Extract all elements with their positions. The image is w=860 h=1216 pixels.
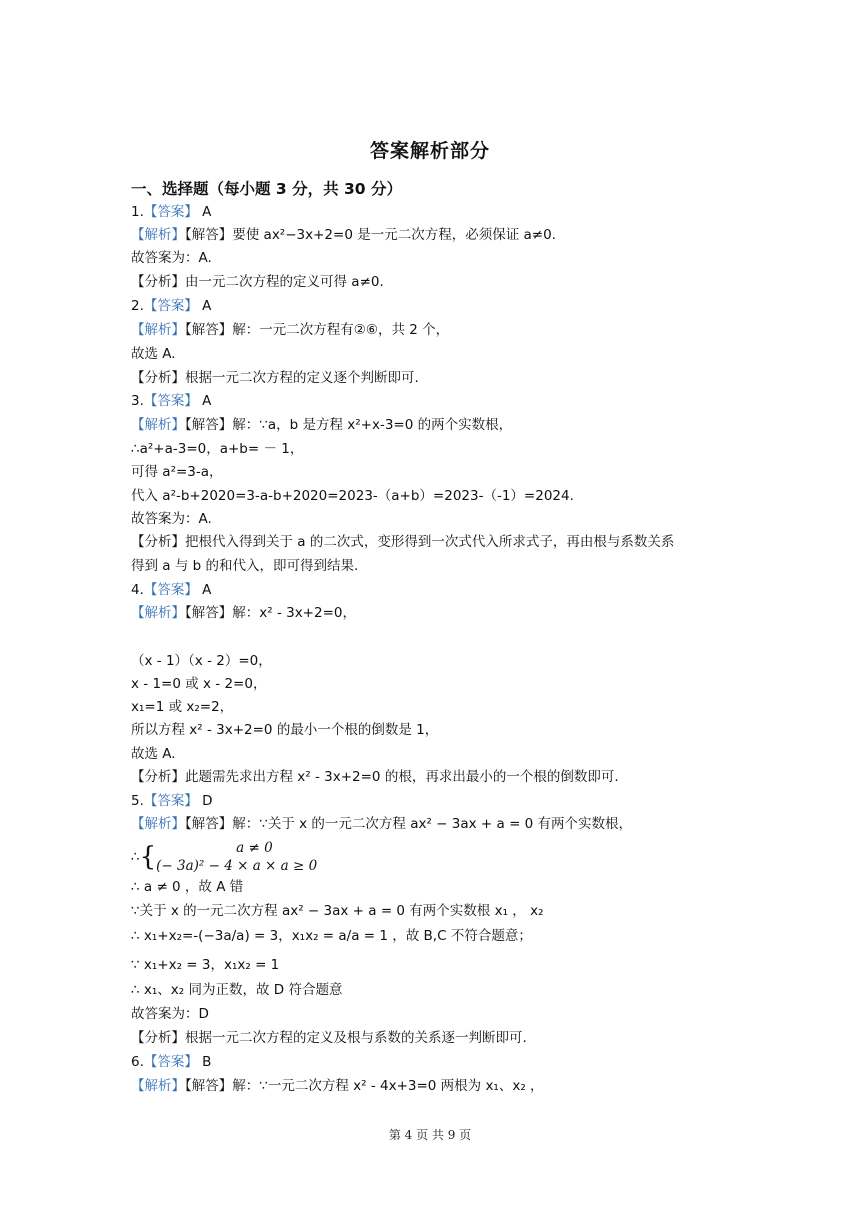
analysis-text: 【解答】解：x² - 3x+2=0，	[185, 605, 356, 621]
answer-line	[131, 391, 211, 411]
answer-value: D	[197, 793, 213, 809]
text-line: 故答案为：D	[131, 1006, 209, 1022]
text-line: 故答案为：A.	[131, 511, 212, 527]
analysis-line	[131, 320, 449, 340]
page-title: 答案解析部分	[369, 140, 490, 162]
analysis-tag: 【解析】	[131, 417, 185, 433]
question-number: 6.	[131, 1054, 144, 1070]
analysis-tag: 【解析】	[131, 227, 185, 243]
answer-value: A	[197, 393, 212, 409]
answer-tag: 【答案】	[143, 582, 198, 598]
text-line: 故选 A.	[131, 746, 176, 762]
answer-line	[131, 791, 213, 811]
condition-a: a ≠ 0	[236, 840, 273, 856]
answer-value: A	[197, 204, 212, 220]
text-line: 【分析】根据一元二次方程的定义逐个判断即可.	[131, 370, 419, 386]
answer-tag: 【答案】	[143, 204, 198, 220]
condition-discriminant: (− 3a)² − 4 × a × a ≥ 0	[156, 858, 318, 874]
answer-line	[131, 296, 211, 316]
analysis-tag: 【解析】	[131, 1078, 185, 1094]
inequality-system	[156, 839, 317, 875]
text-line: 【分析】此题需先求出方程 x² - 3x+2=0 的根，再求出最小的一个根的倒数即可.	[131, 769, 619, 785]
system-line	[131, 838, 317, 876]
analysis-line	[131, 814, 632, 834]
text-line: ∴a²+a-3=0，a+b= － 1，	[131, 441, 304, 457]
therefore-symbol: ∴	[131, 849, 140, 865]
text-line: 所以方程 x² - 3x+2=0 的最小一个根的倒数是 1，	[131, 722, 439, 738]
text-line: x - 1=0 或 x - 2=0，	[131, 676, 267, 692]
answer-tag: 【答案】	[143, 298, 198, 314]
answer-value: A	[197, 298, 212, 314]
question-number: 1.	[131, 204, 144, 220]
text-line: ∴ x₁+x₂=-(−3a/a) = 3，x₁x₂ = a/a = 1 ，故 B,C 不符合题意；	[131, 928, 532, 944]
text-line: ∵关于 x 的一元二次方程 ax² − 3ax + a = 0 有两个实数根 x₁ ， x₂	[131, 903, 544, 919]
text-line: 故选 A.	[131, 346, 176, 362]
analysis-tag: 【解析】	[131, 816, 185, 832]
analysis-text: 【解答】要使 ax²−3x+2=0 是一元二次方程，必须保证 a≠0.	[185, 227, 556, 243]
text-line: 故答案为：A.	[131, 250, 212, 266]
question-number: 3.	[131, 393, 144, 409]
text-line: ∴ x₁、x₂ 同为正数，故 D 符合题意	[131, 982, 343, 998]
question-number: 5.	[131, 793, 144, 809]
section-heading: 一、选择题（每小题 3 分，共 30 分）	[131, 180, 402, 198]
text-line: 【分析】根据一元二次方程的定义及根与系数的关系逐一判断即可.	[131, 1030, 527, 1046]
text-line: 代入 a²-b+2020=3-a-b+2020=2023-（a+b）=2023-（-1）=2024.	[131, 488, 574, 504]
text-line: 得到 a 与 b 的和代入，即可得到结果.	[131, 558, 359, 574]
analysis-text: 【解答】解：∵关于 x 的一元二次方程 ax² − 3ax + a = 0 有两个实数根，	[185, 816, 633, 832]
answer-line	[131, 1052, 211, 1072]
analysis-text: 【解答】解：∵a，b 是方程 x²+x-3=0 的两个实数根，	[185, 417, 513, 433]
answer-tag: 【答案】	[143, 793, 198, 809]
question-number: 2.	[131, 298, 144, 314]
question-number: 4.	[131, 582, 144, 598]
answer-line	[131, 202, 211, 222]
analysis-line	[131, 225, 556, 245]
analysis-line	[131, 415, 512, 435]
text-line: ∵ x₁+x₂ = 3，x₁x₂ = 1	[131, 957, 280, 973]
text-line: x₁=1 或 x₂=2，	[131, 699, 234, 715]
analysis-text: 【解答】解：一元二次方程有②⑥，共 2 个，	[185, 322, 450, 338]
analysis-text: 【解答】解：∵一元二次方程 x² - 4x+3=0 两根为 x₁、x₂ ，	[185, 1078, 544, 1094]
left-brace: {	[139, 842, 157, 872]
text-line: 可得 a²=3-a，	[131, 464, 223, 480]
text-line: ∴ a ≠ 0 ，故 A 错	[131, 879, 244, 895]
analysis-tag: 【解析】	[131, 322, 185, 338]
text-line: 【分析】由一元二次方程的定义可得 a≠0.	[131, 274, 384, 290]
answer-tag: 【答案】	[143, 1054, 198, 1070]
analysis-line	[131, 603, 356, 623]
answer-value: A	[197, 582, 212, 598]
answer-tag: 【答案】	[143, 393, 198, 409]
analysis-tag: 【解析】	[131, 605, 185, 621]
analysis-line	[131, 1076, 544, 1096]
page-footer: 第 4 页 共 9 页	[388, 1128, 472, 1142]
answer-value: B	[197, 1054, 212, 1070]
text-line: 【分析】把根代入得到关于 a 的二次式，变形得到一次式代入所求式子，再由根与系数关系	[131, 534, 675, 550]
answer-line	[131, 580, 211, 600]
text-line: （x - 1）（x - 2）=0，	[131, 653, 272, 669]
